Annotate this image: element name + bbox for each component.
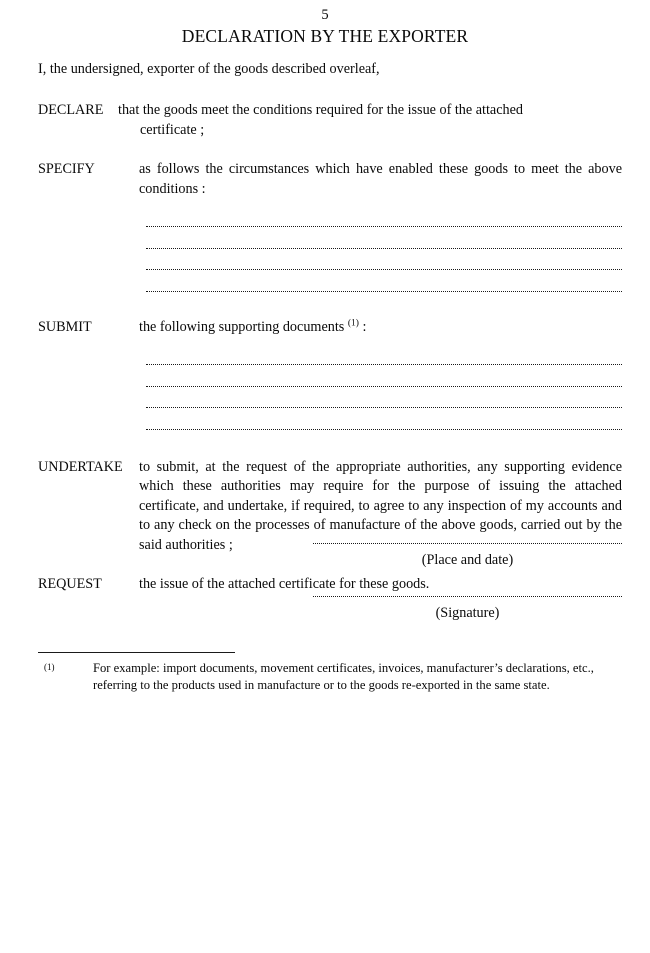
submit-blank-lines — [146, 349, 622, 430]
specify-text: as follows the circumstances which have enabled these goods to meet the above conditions : — [139, 161, 622, 197]
clause-submit — [38, 318, 622, 430]
clause-label-request: REQUEST — [38, 576, 102, 592]
footnote-separator-rule — [38, 652, 235, 653]
blank-fill-line[interactable] — [146, 233, 622, 249]
blank-fill-line[interactable] — [146, 371, 622, 387]
page-title: DECLARATION BY THE EXPORTER — [181, 26, 469, 46]
place-and-date-fill-line[interactable] — [313, 543, 622, 544]
clause-label-undertake: UNDERTAKE — [38, 458, 123, 475]
signature-fill-line[interactable] — [313, 596, 622, 597]
specify-blank-lines — [146, 211, 622, 292]
footnote-text — [93, 660, 622, 693]
place-and-date-caption: (Place and date) — [421, 552, 514, 568]
page-number: 5 — [321, 7, 329, 23]
clause-label-specify: SPECIFY — [38, 161, 95, 177]
clause-body-undertake — [139, 458, 622, 556]
clause-label-submit: SUBMIT — [38, 318, 92, 335]
blank-fill-line[interactable] — [146, 414, 622, 430]
document-body — [38, 60, 622, 615]
blank-fill-line[interactable] — [146, 349, 622, 365]
intro-line: I, the undersigned, exporter of the goods described overleaf, — [38, 61, 380, 77]
clause-label-declare: DECLARE — [38, 102, 104, 118]
request-text: the issue of the attached certificate for these goods. — [139, 576, 430, 592]
footnote-reference-marker: (1) — [347, 317, 359, 328]
signature-spacer — [313, 569, 622, 596]
declare-line-2: certificate ; — [140, 121, 205, 138]
clause-body-submit — [139, 318, 622, 338]
footnote-marker: (1) — [44, 662, 55, 672]
clause-undertake — [38, 458, 622, 556]
clause-body-specify — [139, 160, 622, 199]
clause-specify — [38, 160, 622, 292]
footnote-row — [38, 660, 622, 693]
blank-fill-line[interactable] — [146, 254, 622, 270]
submit-text-colon: : — [362, 318, 367, 335]
submit-text — [139, 318, 622, 338]
undertake-text: to submit, at the request of the appropriate authorities, any supporting evidence which these authorities may require for the purpose of issuing the attached certificate, and undertake, if required, to agree to any inspection of my accounts and to any check on the processes of manufacture of the above goods, carried out by the said authorities ; — [139, 458, 622, 553]
footnote-line-2: referring to the products used in manufacture or to the goods re-exported in the same state. — [93, 677, 550, 692]
submit-text-main: the following supporting documents — [139, 318, 345, 335]
clause-body-declare — [118, 101, 622, 140]
blank-fill-line[interactable] — [146, 276, 622, 292]
footnote-line-1: For example: import documents, movement certificates, invoices, manufacturer’s declarations, etc., — [93, 661, 594, 675]
clause-declare — [38, 101, 622, 140]
blank-fill-line[interactable] — [146, 211, 622, 227]
blank-fill-line[interactable] — [146, 392, 622, 408]
declare-line-1: that the goods meet the conditions required for the issue of the attached — [118, 102, 524, 118]
signature-block — [313, 543, 622, 622]
signature-caption: (Signature) — [435, 605, 500, 621]
footnote-block — [38, 652, 622, 693]
